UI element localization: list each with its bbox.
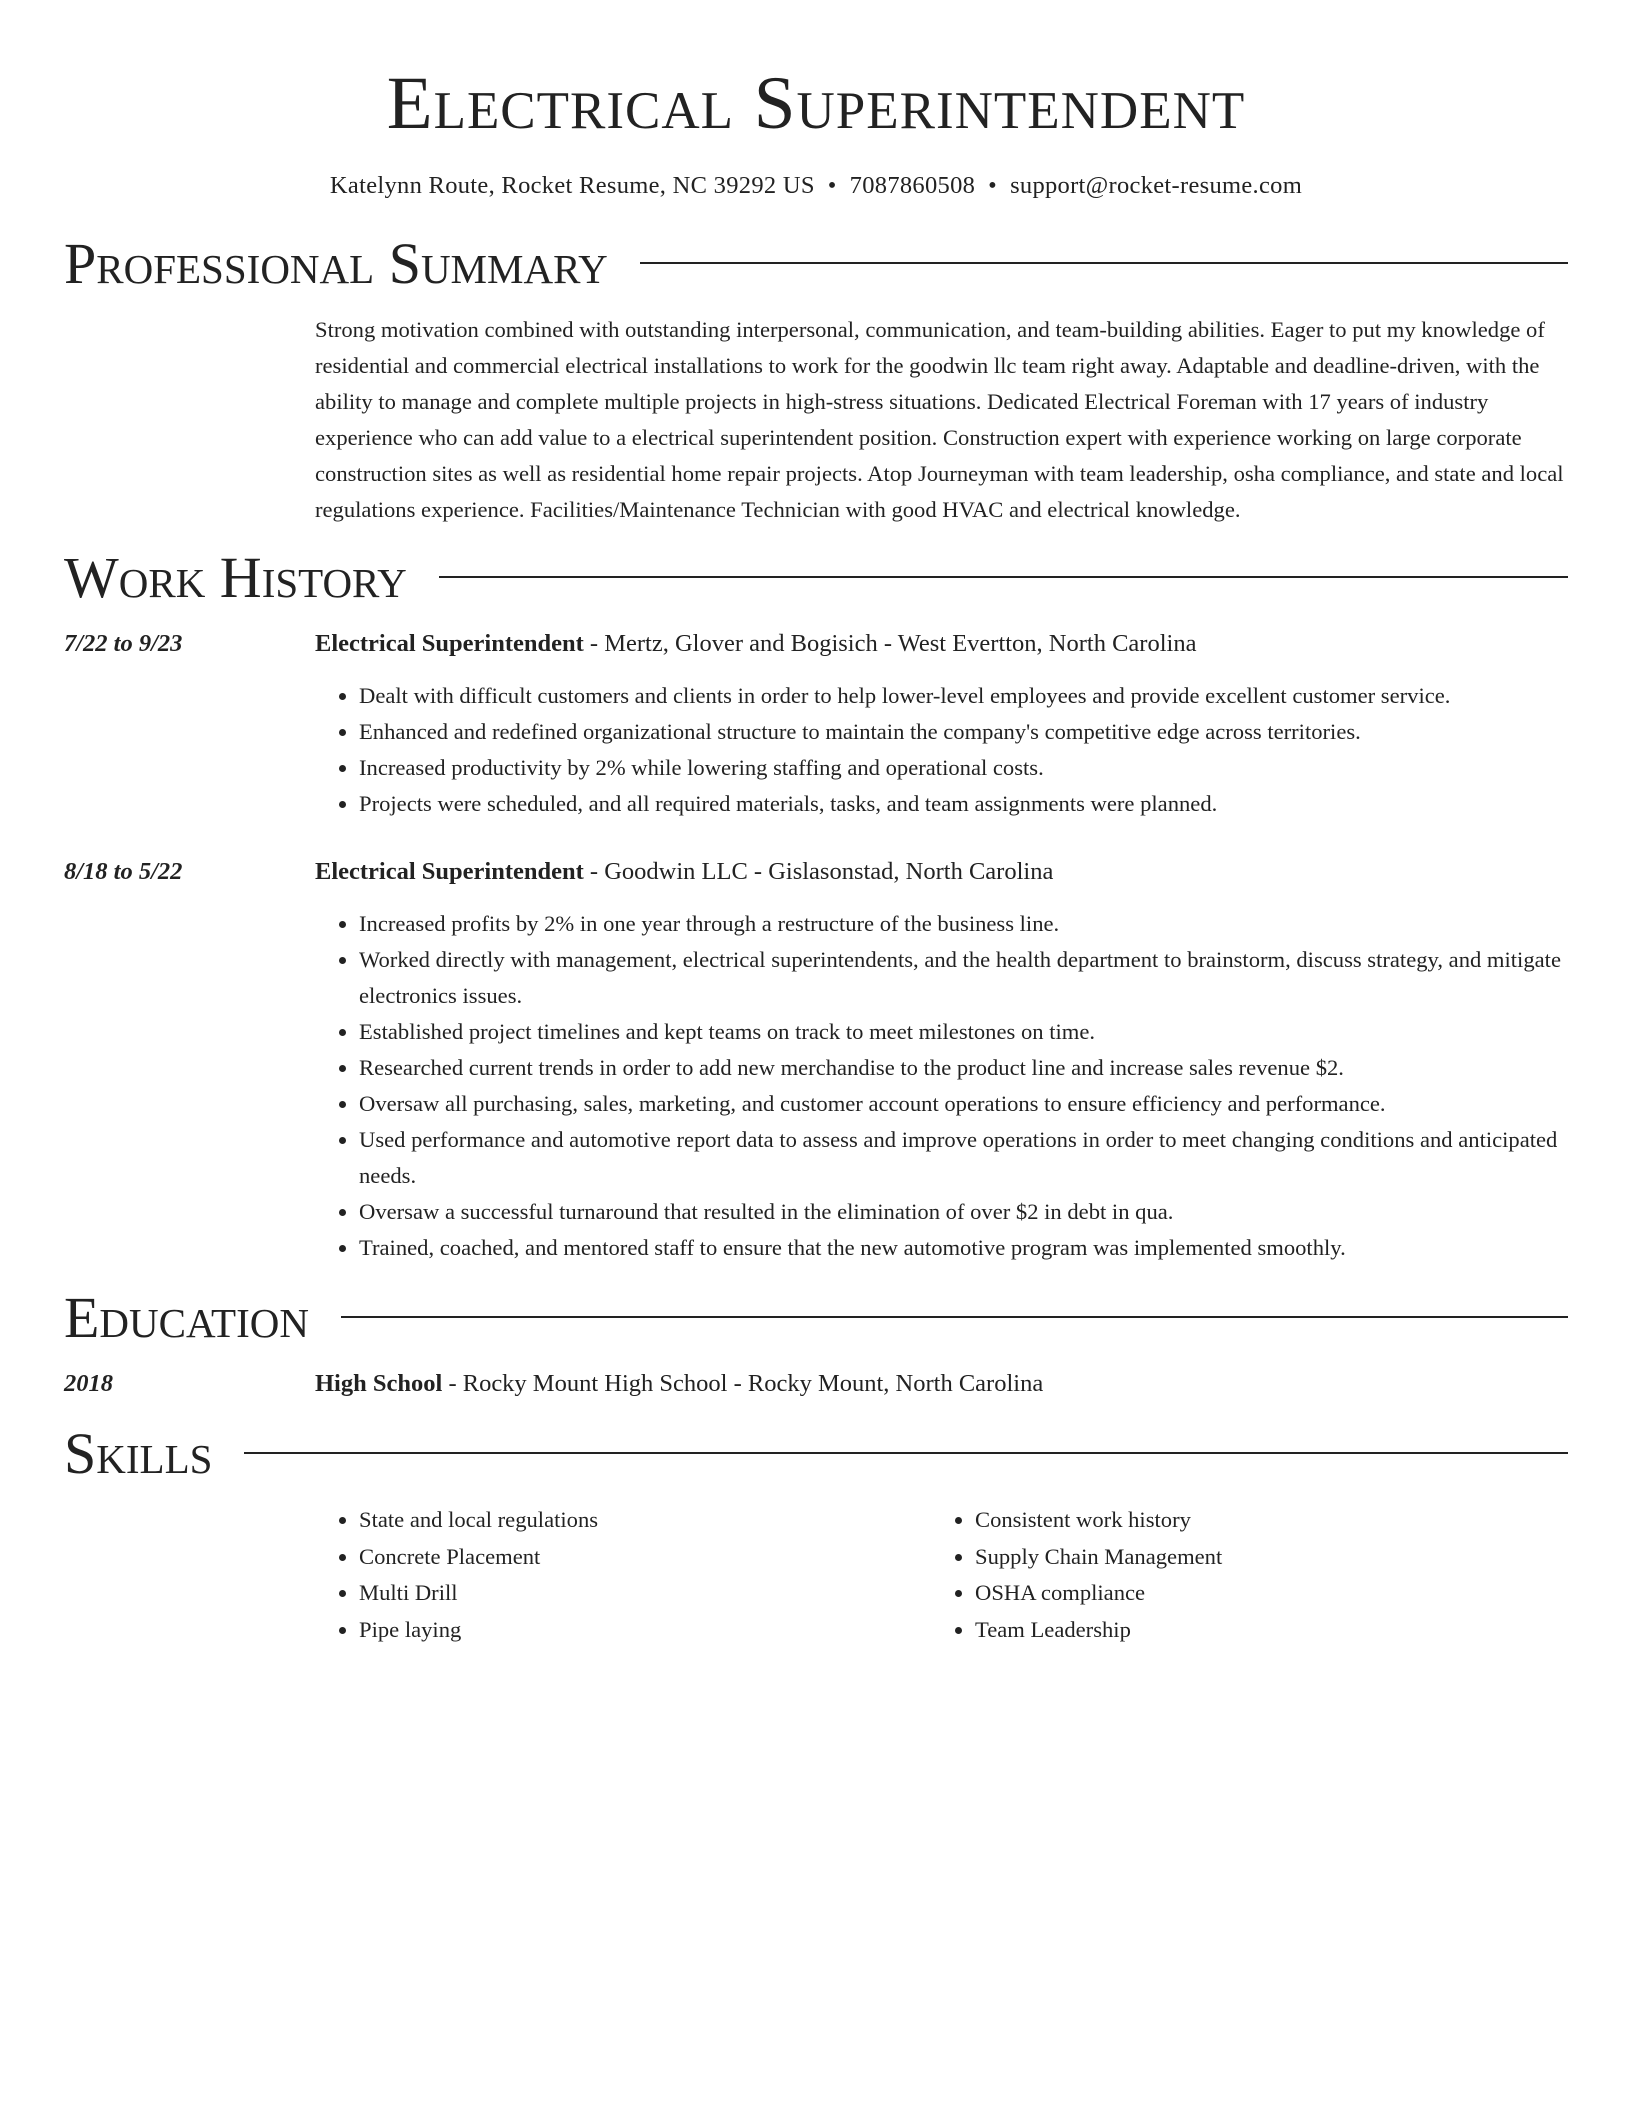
contact-line (64, 170, 1568, 202)
skill-item: • Consistent work history (975, 1502, 1222, 1539)
skill-item: • Supply Chain Management (975, 1539, 1222, 1576)
skills-list (315, 1502, 1568, 1648)
list-item: • Dealt with difficult customers and clients in order to help lower-level employees and provide excellent customer service. (359, 678, 1568, 714)
list-item: • Used performance and automotive report data to assess and improve operations in order to meet changing conditions and anticipated needs. (359, 1122, 1568, 1194)
job-entry (64, 854, 1568, 890)
education-section-header (64, 1286, 1568, 1350)
work-section-header (64, 546, 1568, 610)
skills-column (931, 1502, 1222, 1648)
list-item: • Trained, coached, and mentored staff to ensure that the new automotive program was implemented smoothly. (359, 1230, 1568, 1266)
skill-item: • State and local regulations (359, 1502, 931, 1539)
skills-section-header (64, 1422, 1568, 1486)
job-title: Electrical Superintendent (315, 858, 584, 885)
job-dates: 7/22 to 9/23 (64, 630, 183, 657)
list-item: • Worked directly with management, electrical superintendents, and the health department to brainstorm, discuss strategy, and mitigate electronics issues. (359, 942, 1568, 1014)
skill-item: • Pipe laying (359, 1612, 931, 1649)
list-item: • Enhanced and redefined organizational structure to maintain the company's competitive edge across territories. (359, 714, 1568, 750)
skills-heading: Skills (64, 1421, 213, 1486)
summary-section-header (64, 232, 1568, 296)
list-item: • Increased productivity by 2% while lowering staffing and operational costs. (359, 750, 1568, 786)
contact-separator: • (988, 172, 998, 199)
section-divider (341, 1316, 1568, 1318)
skill-item: • Multi Drill (359, 1575, 931, 1612)
job-bullets (315, 678, 1568, 822)
contact-address: Katelynn Route, Rocket Resume, NC 39292 US (329, 172, 815, 199)
job-details: - Mertz, Glover and Bogisich - West Evertton, North Carolina (583, 630, 1197, 657)
skill-item: • OSHA compliance (975, 1575, 1222, 1612)
work-heading: Work History (64, 545, 407, 610)
resume-page (64, 0, 1568, 1648)
list-item: • Researched current trends in order to add new merchandise to the product line and increase sales revenue $2. (359, 1050, 1568, 1086)
education-heading-line (315, 1366, 1043, 1402)
skill-item: • Team Leadership (975, 1612, 1222, 1649)
summary-heading: Professional Summary (64, 231, 608, 296)
job-heading (315, 626, 1196, 662)
education-degree: High School (315, 1370, 443, 1397)
job-bullets (315, 906, 1568, 1266)
skills-column (315, 1502, 931, 1648)
summary-text: Strong motivation combined with outstanding interpersonal, communication, and team-building abilities. Eager to put my knowledge of residential and commercial electrical installations to work for the goodwin llc team right away. Adaptable and deadline-driven, with the ability to manage and complete multiple projects in high-stress situations. Dedicated Electrical Foreman with 17 years of industry experience who can add value to a electrical superintendent position. Construction expert with experience working on large corporate construction sites as well as residential home repair projects. Atop Journeyman with team leadership, osha compliance, and state and local regulations experience. Facilities/Maintenance Technician with good HVAC and electrical knowledge. (315, 317, 1564, 522)
job-heading (315, 854, 1053, 890)
section-divider (244, 1452, 1568, 1454)
contact-separator: • (827, 172, 837, 199)
education-entry (64, 1366, 1568, 1402)
contact-phone: 7087860508 (849, 172, 976, 199)
education-year: 2018 (64, 1370, 113, 1397)
list-item: • Projects were scheduled, and all required materials, tasks, and team assignments were planned. (359, 786, 1568, 822)
list-item: • Established project timelines and kept teams on track to meet milestones on time. (359, 1014, 1568, 1050)
job-entry (64, 626, 1568, 662)
job-details: - Goodwin LLC - Gislasonstad, North Carolina (583, 858, 1054, 885)
section-divider (640, 262, 1568, 264)
education-details: - Rocky Mount High School - Rocky Mount, North Carolina (442, 1370, 1044, 1397)
job-title: Electrical Superintendent (315, 630, 584, 657)
list-item: • Oversaw all purchasing, sales, marketing, and customer account operations to ensure efficiency and performance. (359, 1086, 1568, 1122)
resume-name: Electrical Superintendent (386, 62, 1246, 145)
section-divider (439, 576, 1568, 578)
skill-item: • Concrete Placement (359, 1539, 931, 1576)
education-heading: Education (64, 1285, 309, 1350)
list-item: • Increased profits by 2% in one year through a restructure of the business line. (359, 906, 1568, 942)
contact-email: support@rocket-resume.com (1010, 172, 1303, 199)
list-item: • Oversaw a successful turnaround that resulted in the elimination of over $2 in debt in qua. (359, 1194, 1568, 1230)
job-dates: 8/18 to 5/22 (64, 858, 183, 885)
